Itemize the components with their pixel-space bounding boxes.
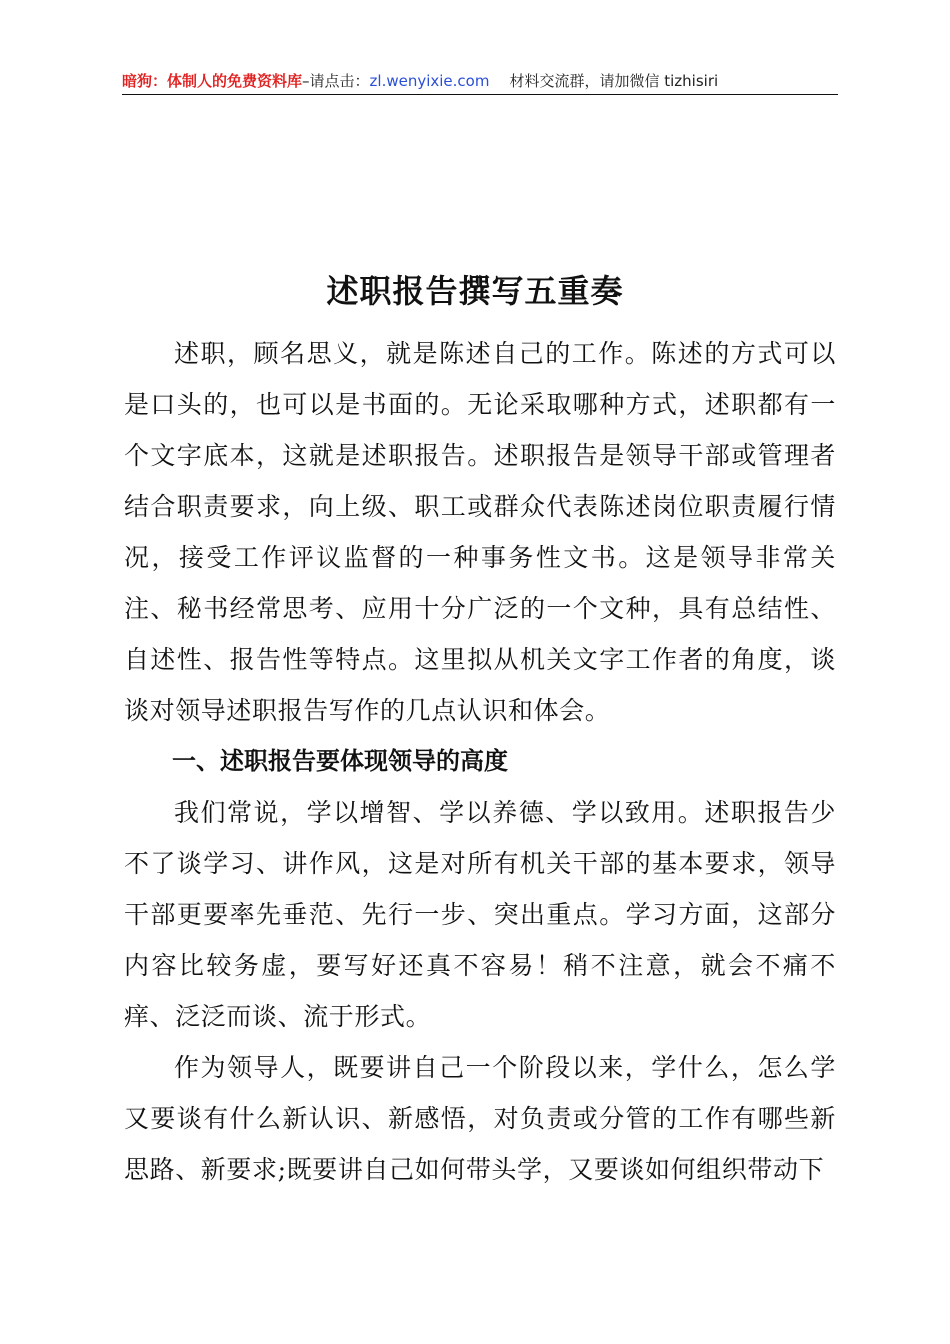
section-1-paragraph-1: 我们常说，学以增智、学以养德、学以致用。述职报告少不了谈学习、讲作风，这是对所有机关干部的基本要求，领导干部更要率先垂范、先行一步、突出重点。学习方面，这部分内容比较务虚，要写好还真不容易！稍不注意，就会不痛不痒、泛泛而谈、流于形式。: [124, 798, 836, 1031]
document-title: 述职报告撰写五重奏: [326, 272, 624, 311]
watermark-header: [122, 70, 838, 92]
section-1-paragraph-2: 作为领导人，既要讲自己一个阶段以来，学什么，怎么学又要谈有什么新认识、新感悟，对负责或分管的工作有哪些新思路、新要求;既要讲自己如何带头学，又要谈如何组织带动下: [124, 1053, 836, 1184]
header-brand: 暗狗：体制人的免费资料库: [122, 72, 303, 90]
header-contact: 材料交流群，请加微信 tizhisiri: [509, 72, 719, 90]
header-divider: [122, 94, 838, 95]
section-heading-1: 一、述职报告要体现领导的高度: [172, 747, 508, 775]
header-prompt: –请点击：: [302, 72, 370, 90]
intro-paragraph: 述职，顾名思义，就是陈述自己的工作。陈述的方式可以是口头的，也可以是书面的。无论采取哪种方式，述职都有一个文字底本，这就是述职报告。述职报告是领导干部或管理者结合职责要求，向上级、职工或群众代表陈述岗位职责履行情况，接受工作评议监督的一种事务性文书。这是领导非常关注、秘书经常思考、应用十分广泛的一个文种，具有总结性、自述性、报告性等特点。这里拟从机关文字工作者的角度，谈谈对领导述职报告写作的几点认识和体会。: [124, 339, 836, 725]
header-link[interactable]: zl.wenyixie.com: [369, 72, 490, 90]
document-body: [124, 328, 836, 1195]
